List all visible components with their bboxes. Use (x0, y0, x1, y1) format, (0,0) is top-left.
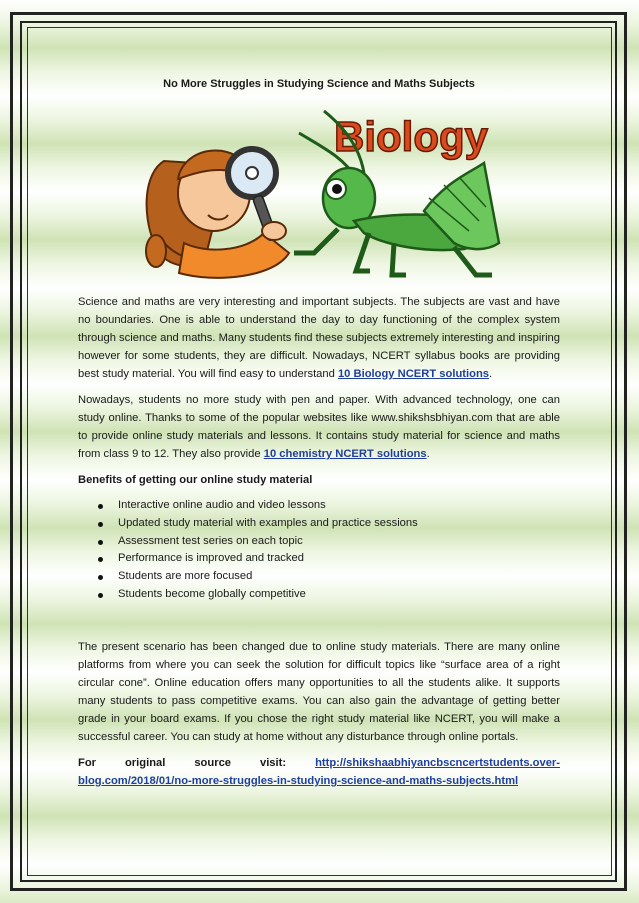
list-item: Students are more focused (118, 568, 560, 586)
benefits-list (78, 497, 560, 604)
list-item: Assessment test series on each topic (118, 533, 560, 551)
link-chemistry-ncert-solutions[interactable]: 10 chemistry NCERT solutions (263, 448, 427, 460)
source-label: For original source visit: (78, 756, 287, 769)
paragraph-online-study-end: . (426, 448, 430, 460)
list-item: Updated study material with examples and practice sessions (118, 515, 560, 533)
biology-illustration (124, 103, 514, 283)
source-line (78, 754, 560, 790)
benefits-heading: Benefits of getting our online study material (78, 474, 313, 486)
list-item: Students become globally competitive (118, 586, 560, 604)
source-link[interactable]: http://shikshaabhiyancbscncertstudents.over-blog.com/2018/01/no-more-struggles-in-studying-science-and-maths-subjects.html (78, 756, 561, 787)
illustration-canvas (124, 103, 514, 283)
list-item: Interactive online audio and video lessons (118, 497, 560, 515)
paragraph-online-study (78, 391, 560, 463)
paragraph-online-study-text: Nowadays, students no more study with pen and paper. With advanced technology, one can study online. Thanks to some of the popular websites like www.shikshsbhiyan.com that are able to provide online study materials and lessons. It contains study material for science and maths from class 9 to 12. They also provide (78, 394, 560, 460)
link-biology-ncert-solutions[interactable]: 10 Biology NCERT solutions (337, 368, 489, 380)
list-item: Performance is improved and tracked (118, 550, 560, 568)
girl-with-magnifying-glass-icon (146, 149, 289, 278)
paragraph-intro-end: . (489, 368, 493, 380)
paragraph-scenario: The present scenario has been changed due to online study materials. There are many online platforms from where you can seek the solution for difficult topics like “surface area of a right circular cone”. Online education offers many opportunities to all the students alike. It supports many students to pass competitive exams. You can also gain the advantage of getting better grade in your board exams. If you chose the right study material like NCERT, you will make a successful career. You can study at home without any disturbance through online portals. (78, 640, 560, 743)
paragraph-intro-text: Science and maths are very interesting and important subjects. The subjects are vast and have no boundaries. One is able to understand the day to day functioning of the complex system through science and maths. Many students find these subjects extremely interesting and inspiring however for some students, they are difficult. Nowadays, NCERT syllabus books are providing best study material. You will find easy to understand (78, 296, 560, 380)
biology-word: Biology (334, 113, 488, 160)
paragraph-intro (78, 293, 560, 383)
page-title: No More Struggles in Studying Science and Maths Subjects (163, 78, 475, 90)
document-body (78, 75, 560, 798)
